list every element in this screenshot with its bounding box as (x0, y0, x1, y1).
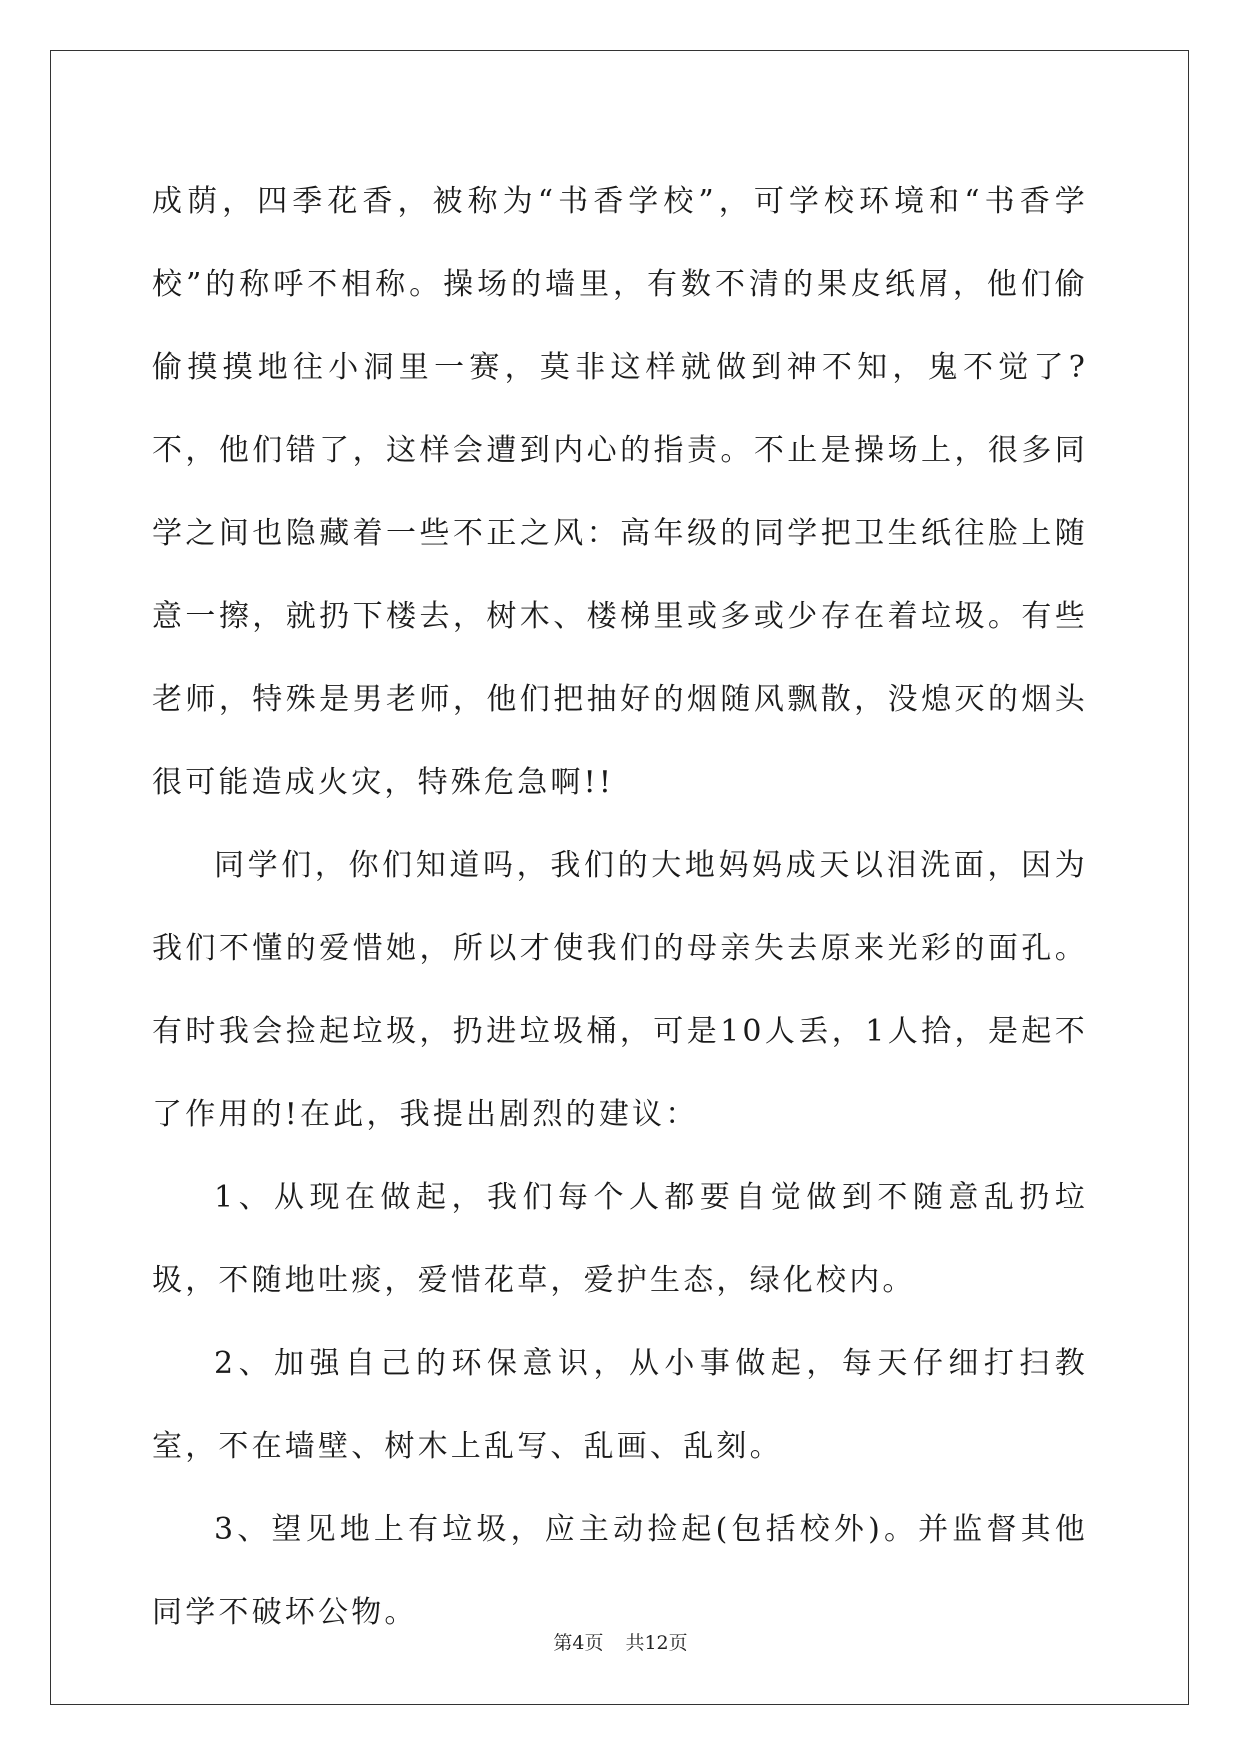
suggestion-item-3: 3、望见地上有垃圾，应主动捡起(包括校外)。并监督其他同学不破坏公物。 (152, 1512, 1088, 1630)
page-footer (0, 1628, 1241, 1655)
page-total: 共12页 (625, 1632, 688, 1654)
suggestion-item-1: 1、从现在做起，我们每个人都要自觉做到不随意乱扔垃圾，不随地吐痰，爱惜花草，爱护生态，绿化校内。 (152, 1180, 1088, 1298)
paragraph-earth-mother: 同学们，你们知道吗，我们的大地妈妈成天以泪洗面，因为我们不懂的爱惜她，所以才使我们的母亲失去原来光彩的面孔。有时我会捡起垃圾，扔进垃圾桶，可是10人丢，1人拾，是起不了作用的!在此，我提出剧烈的建议： (152, 848, 1088, 1132)
suggestion-item-2: 2、加强自己的环保意识，从小事做起，每天仔细打扫教室，不在墙壁、树木上乱写、乱画、乱刻。 (152, 1346, 1088, 1464)
paragraph-school-environment: 成荫，四季花香，被称为“书香学校”，可学校环境和“书香学校”的称呼不相称。操场的墙里，有数不清的果皮纸屑，他们偷偷摸摸地往小洞里一赛，莫非这样就做到神不知，鬼不觉了?不，他们错了，这样会遭到内心的指责。不止是操场上，很多同学之间也隐藏着一些不正之风：高年级的同学把卫生纸往脸上随意一擦，就扔下楼去，树木、楼梯里或多或少存在着垃圾。有些老师，特殊是男老师，他们把抽好的烟随风飘散，没熄灭的烟头很可能造成火灾，特殊危急啊!! (152, 184, 1088, 800)
document-body (152, 160, 1088, 1654)
page-number: 第4页 (553, 1632, 604, 1654)
